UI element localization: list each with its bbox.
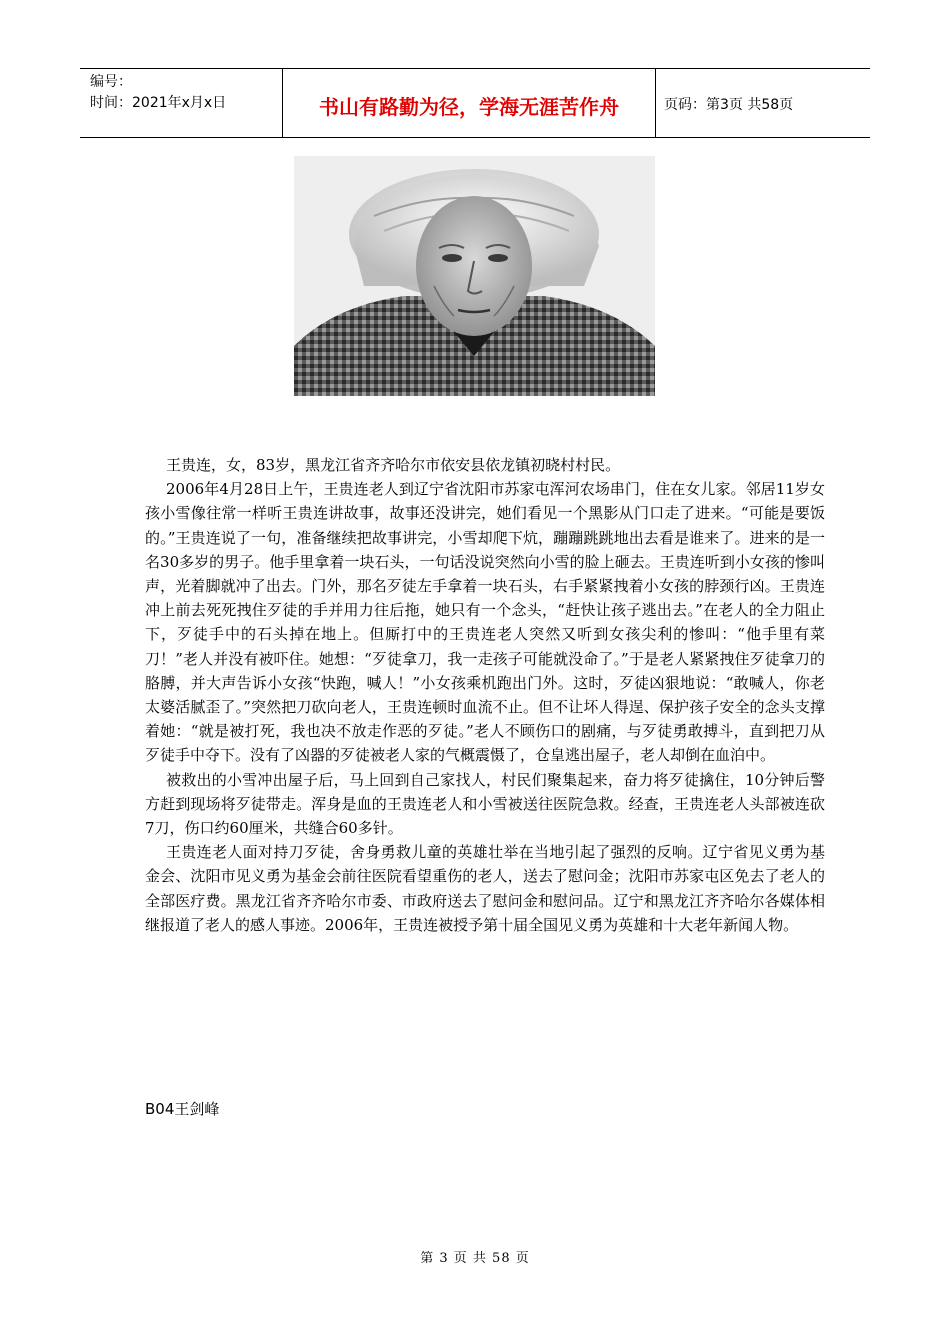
article-paragraph: 被救出的小雪冲出屋子后，马上回到自己家找人，村民们聚集起来，奋力将歹徒擒住，10分钟后警方赶到现场将歹徒带走。浑身是血的王贵连老人和小雪被送往医院急救。经查，王贵连老人头部被连砍7刀，伤口约60厘米，共缝合60多针。 [145, 770, 825, 838]
header-page-info: 页码：第3页 共58页 [664, 97, 794, 113]
page-header [80, 68, 870, 138]
author-signature: B04王剑峰 [145, 1100, 220, 1118]
number-label: 编号： [90, 74, 132, 90]
article-paragraph: 2006年4月28日上午，王贵连老人到辽宁省沈阳市苏家屯浑河农场串门，住在女儿家。邻居11岁女孩小雪像往常一样听王贵连讲故事，故事还没讲完，她们看见一个黑影从门口走了进来。“可能是要饭的。”王贵连说了一句，准备继续把故事讲完，小雪却爬下炕，蹦蹦跳跳地出去看是谁来了。进来的是一名30多岁的男子。他手里拿着一块石头，一句话没说突然向小雪的脸上砸去。王贵连听到小女孩的惨叫声，光着脚就冲了出去。门外，那名歹徒左手拿着一块石头，右手紧紧拽着小女孩的脖颈行凶。王贵连冲上前去死死拽住歹徒的手并用力往后拖，她只有一个念头，“赶快让孩子逃出去。”在老人的全力阻止下，歹徒手中的石头掉在地上。但厮打中的王贵连老人突然又听到女孩尖利的惨叫：“他手里有菜刀！”老人并没有被吓住。她想：“歹徒拿刀，我一走孩子可能就没命了。”于是老人紧紧拽住歹徒拿刀的胳膊，并大声告诉小女孩“快跑，喊人！”小女孩乘机跑出门外。这时，歹徒凶狠地说：“敢喊人，你老太婆活腻歪了。”突然把刀砍向老人，王贵连顿时血流不止。但不让坏人得逞、保护孩子安全的念头支撑着她：“就是被打死，我也决不放走作恶的歹徒。”老人不顾伤口的剧痛，与歹徒勇敢搏斗，直到把刀从歹徒手中夺下。没有了凶器的歹徒被老人家的气概震慑了，仓皇逃出屋子，老人却倒在血泊中。 [145, 480, 825, 765]
article-paragraph: 王贵连老人面对持刀歹徒，舍身勇救儿童的英雄壮举在当地引起了强烈的反响。辽宁省见义勇为基金会、沈阳市见义勇为基金会前往医院看望重伤的老人，送去了慰问金；沈阳市苏家屯区免去了老人的全部医疗费。黑龙江省齐齐哈尔市委、市政府送去了慰问金和慰问品。辽宁和黑龙江齐齐哈尔各媒体相继报道了老人的感人事迹。2006年，王贵连被授予第十届全国见义勇为英雄和十大老年新闻人物。 [145, 843, 825, 934]
time-label: 时间：2021年x月x日 [90, 95, 227, 111]
header-motto: 书山有路勤为径，学海无涯苦作舟 [282, 69, 656, 137]
page-footer: 第 3 页 共 58 页 [420, 1251, 530, 1266]
article-body [145, 453, 825, 937]
article-paragraph: 王贵连，女，83岁，黑龙江省齐齐哈尔市依安县依龙镇初晓村村民。 [166, 456, 621, 474]
header-meta [80, 69, 282, 137]
portrait-photo [294, 156, 655, 396]
